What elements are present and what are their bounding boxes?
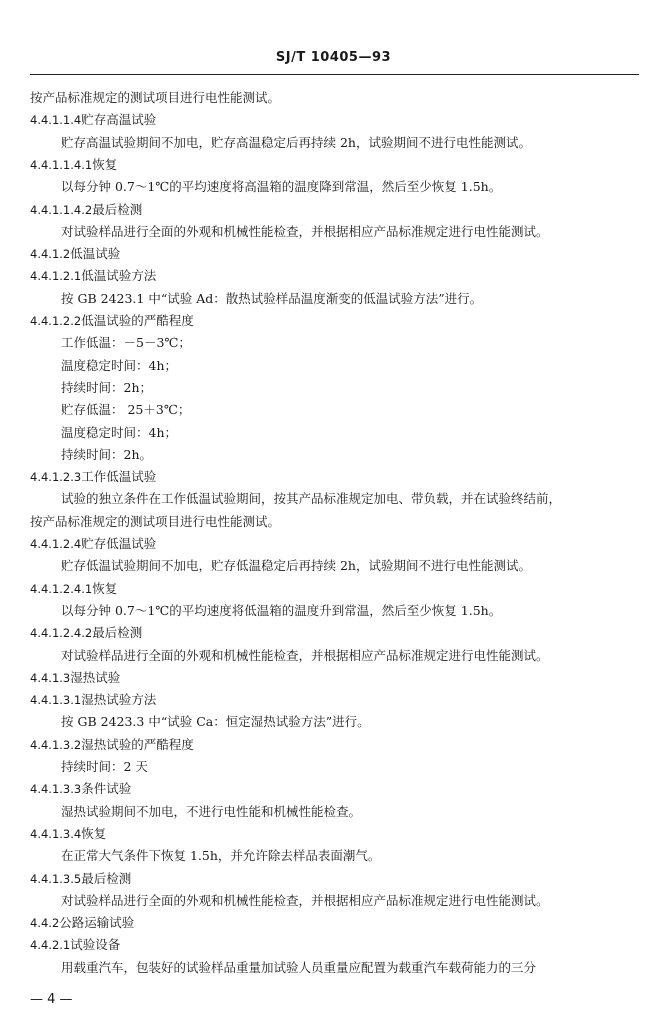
clause-number: 4.4.1.3	[30, 670, 71, 685]
clause-number: 4.4.1.2.2	[30, 314, 82, 328]
clause-number: 4.4.1.2.1	[30, 269, 82, 284]
clause-number: 4.4.1.2.4.2	[30, 626, 93, 641]
clause-title: 湿热试验的严酷程度	[81, 736, 194, 752]
clause-heading	[30, 735, 194, 755]
body-line: 温度稳定时间：4h；	[61, 424, 178, 440]
body-line: 贮存低温试验期间不加电，贮存低温稳定后再持续 2h，试验期间不进行电性能测试。	[61, 558, 531, 574]
clause-title: 贮存高温试验	[81, 112, 157, 128]
clause-number: 4.4.2.1	[30, 938, 71, 953]
clause-number: 4.4.1.3.3	[30, 782, 82, 797]
body-line: 持续时间：2h。	[61, 446, 153, 462]
body-line: 对试验样品进行全面的外观和机械性能检查，并根据相应产品标准规定进行电性能测试。	[61, 647, 549, 663]
clause-title: 贮存低温试验	[81, 536, 157, 551]
clause-heading	[30, 534, 156, 554]
clause-title: 公路运输试验	[59, 915, 135, 931]
clause-title: 条件试验	[81, 781, 132, 797]
clause-number: 4.4.1.2.3	[30, 470, 82, 485]
body-line: 用载重汽车，包装好的试验样品重量加试验人员重量应配置为载重汽车载荷能力的三分	[61, 959, 537, 975]
body-line: 按产品标准规定的测试项目进行电性能测试。	[30, 513, 281, 529]
body-line: 在正常大气条件下恢复 1.5h，并允许除去样品表面潮气。	[61, 848, 381, 864]
clause-heading	[30, 579, 117, 599]
clause-number: 4.4.1.2.4	[30, 537, 82, 551]
clause-number: 4.4.1.1.4.2	[30, 202, 93, 217]
clause-heading	[30, 935, 120, 955]
clause-title: 最后检测	[92, 625, 143, 641]
clause-number: 4.4.1.1.4	[30, 113, 82, 128]
body-line: 试验的独立条件在工作低温试验期间，按其产品标准规定加电、带负载，并在试验终结前，	[61, 491, 562, 507]
clause-title: 恢复	[92, 156, 118, 172]
clause-title: 低温试验方法	[81, 268, 157, 284]
clause-number: 4.4.1.2	[30, 247, 71, 262]
clause-number: 4.4.1.3.1	[30, 693, 82, 708]
header-rule	[30, 74, 639, 75]
clause-title: 低温试验的严酷程度	[81, 313, 194, 328]
clause-heading	[30, 824, 106, 844]
clause-number: 4.4.2	[30, 916, 60, 931]
clause-heading	[30, 266, 156, 286]
clause-heading	[30, 467, 156, 487]
clause-title: 最后检测	[81, 870, 132, 886]
clause-heading	[30, 155, 117, 175]
clause-title: 湿热试验	[70, 669, 121, 685]
clause-title: 工作低温试验	[81, 469, 157, 485]
clause-title: 试验设备	[70, 937, 121, 953]
clause-heading	[30, 110, 156, 130]
body-line: 贮存低温： 25＋3℃；	[61, 402, 191, 418]
body-line: 温度稳定时间：4h；	[61, 357, 178, 373]
clause-number: 4.4.1.1.4.1	[30, 157, 93, 172]
body-line: 持续时间：2 天	[61, 759, 148, 774]
body-line: 贮存高温试验期间不加电，贮存高温稳定后再持续 2h，试验期间不进行电性能测试。	[61, 134, 531, 150]
clause-heading	[30, 244, 120, 264]
body-line: 湿热试验期间不加电，不进行电性能和机械性能检查。	[61, 803, 362, 819]
clause-title: 恢复	[92, 580, 118, 596]
clause-title: 低温试验	[70, 246, 121, 262]
body-line: 持续时间：2h；	[61, 379, 153, 395]
body-line: 以每分钟 0.7～1℃的平均速度将高温箱的温度降到常温，然后至少恢复 1.5h。	[61, 179, 502, 195]
clause-heading	[30, 668, 120, 688]
clause-number: 4.4.1.3.5	[30, 871, 82, 886]
body-line: 按 GB 2423.1 中“试验 Ad：散热试验样品温度渐变的低温试验方法”进行。	[61, 290, 483, 306]
clause-heading	[30, 690, 156, 710]
clause-title: 湿热试验方法	[81, 692, 157, 708]
body-line: 对试验样品进行全面的外观和机械性能检查，并根据相应产品标准规定进行电性能测试。	[61, 223, 549, 239]
body-line: 按 GB 2423.3 中“试验 Ca：恒定湿热试验方法”进行。	[61, 714, 370, 730]
clause-heading	[30, 869, 131, 889]
clause-heading	[30, 779, 131, 799]
clause-title: 恢复	[81, 825, 107, 841]
standard-code-header: SJ/T 10405—93	[275, 50, 392, 65]
clause-number: 4.4.1.3.4	[30, 826, 82, 841]
clause-title: 最后检测	[92, 201, 143, 217]
body-line: 按产品标准规定的测试项目进行电性能测试。	[30, 90, 281, 105]
clause-heading	[30, 913, 134, 933]
clause-number: 4.4.1.2.4.1	[30, 581, 93, 596]
clause-heading	[30, 623, 142, 643]
clause-heading	[30, 200, 142, 220]
body-line: 工作低温：－5－3℃；	[61, 335, 191, 351]
body-line: 对试验样品进行全面的外观和机械性能检查，并根据相应产品标准规定进行电性能测试。	[61, 892, 549, 908]
clause-number: 4.4.1.3.2	[30, 737, 82, 752]
page-number: — 4 —	[30, 992, 73, 1007]
clause-heading	[30, 311, 194, 331]
body-line: 以每分钟 0.7～1℃的平均速度将低温箱的温度升到常温，然后至少恢复 1.5h。	[61, 602, 502, 618]
